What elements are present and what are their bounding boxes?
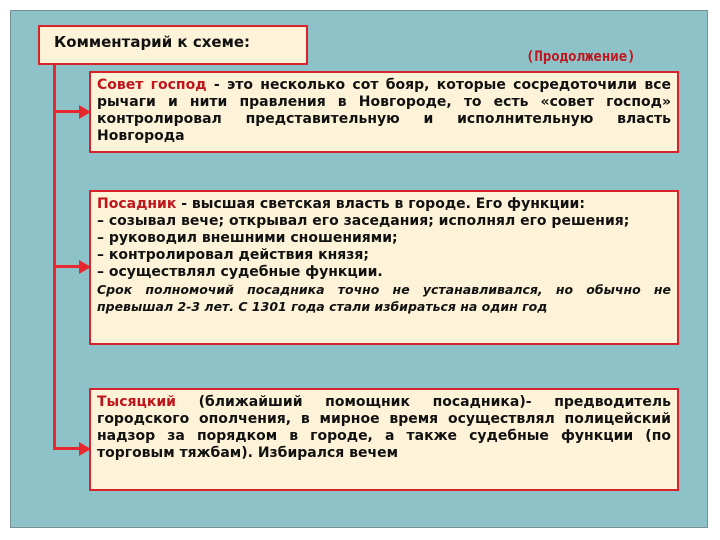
term-tysyatsky: Тысяцкий <box>97 394 176 410</box>
text-tysyatsky: (ближайший помощник посадника)- предводитель городского ополчения, в мирное время осуществлял полицейский надзор за порядком в городе, а также судебные функции (по торговым тяжбам). Избирался вечем <box>97 394 671 461</box>
connector-stem <box>53 65 56 450</box>
card-posadnik <box>89 190 679 345</box>
intro-posadnik: - высшая светская власть в городе. Его функции: <box>176 196 585 212</box>
slide <box>10 10 708 528</box>
function-item: – созывал вече; открывал его заседания; исполнял его решения; <box>97 213 630 229</box>
function-item: – контролировал действия князя; <box>97 247 370 263</box>
function-item: – руководил внешними сношениями; <box>97 230 398 246</box>
term-sovet: Совет господ <box>97 77 207 93</box>
text-sovet: - это несколько сот бояр, которые сосредоточили все рычаги и нити правления в Новгороде, то есть «совет господ» контролировал представительную и исполнительную власть Новгорода <box>97 77 671 144</box>
connector-branch-posadnik <box>53 265 81 268</box>
function-item: – осуществлял судебные функции. <box>97 264 383 280</box>
title-text: Комментарий к схеме: <box>54 33 250 51</box>
posadnik-term-note: Срок полномочий посадника точно не устанавливался, но обычно не превышал 2-3 лет. С 1301 года стали избираться на один год <box>97 282 671 314</box>
term-posadnik: Посадник <box>97 196 177 212</box>
continued-label: (Продолжение) <box>526 49 636 65</box>
connector-branch-tysyatsky <box>53 447 81 450</box>
card-tysyatsky <box>89 388 679 491</box>
title-box <box>38 25 308 65</box>
connector-branch-sovet <box>53 110 81 113</box>
card-sovet-gospod <box>89 71 679 153</box>
